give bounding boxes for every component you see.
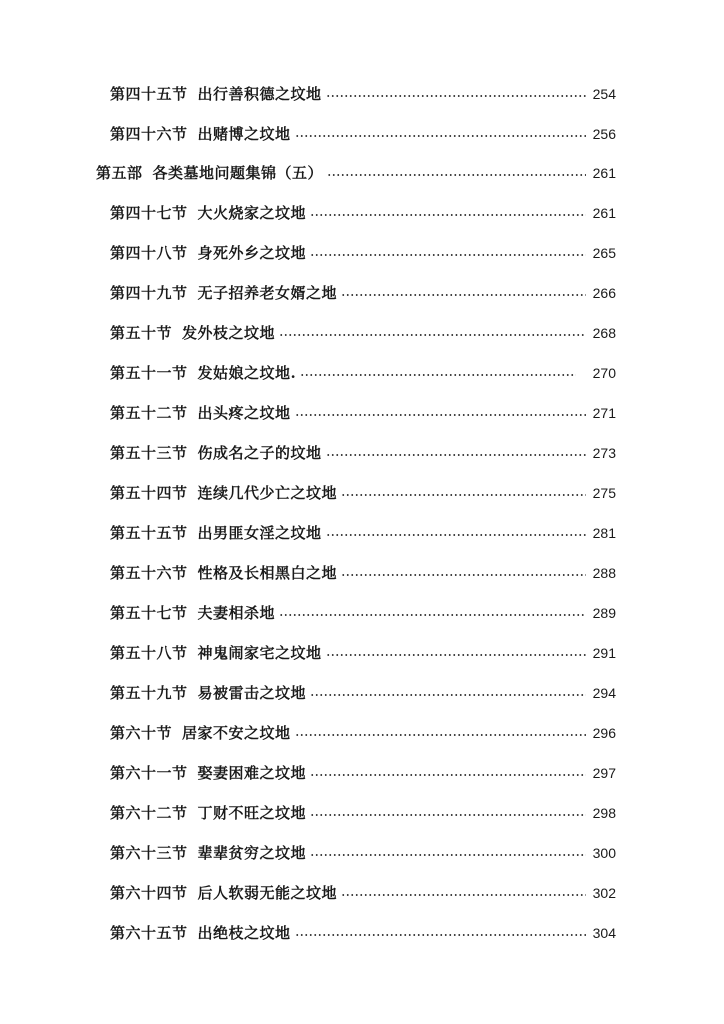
entry-title: 出行善积德之坟地 — [197, 85, 322, 103]
entry-number: 第四十六节 — [110, 125, 188, 143]
toc-entry — [110, 439, 616, 463]
toc-entry — [110, 839, 616, 863]
entry-page: 296 — [592, 725, 616, 741]
entry-page: 288 — [592, 565, 616, 581]
toc-part-heading — [96, 159, 616, 183]
entry-number: 第四十八节 — [110, 244, 188, 262]
toc-entry — [110, 559, 616, 583]
toc-entry — [110, 599, 616, 623]
dot-leader — [326, 93, 586, 99]
entry-title: 发姑娘之坟地. — [197, 364, 297, 382]
toc-entry — [110, 759, 616, 783]
entry-title: 出绝枝之坟地 — [197, 924, 291, 942]
part-number: 第五部 — [96, 164, 143, 182]
entry-page: 289 — [592, 605, 616, 621]
dot-leader — [295, 732, 586, 738]
dot-leader — [326, 532, 586, 538]
part-title: 各类墓地问题集锦（五） — [152, 164, 324, 182]
entry-page: 297 — [592, 765, 616, 781]
entry-title: 无子招养老女婿之地 — [197, 284, 338, 302]
entry-page: 256 — [592, 126, 616, 142]
entry-number: 第五十三节 — [110, 444, 188, 462]
entry-number: 第四十九节 — [110, 284, 188, 302]
entry-title: 身死外乡之坟地 — [197, 244, 307, 262]
toc-entry — [110, 639, 616, 663]
toc-entry — [110, 359, 616, 383]
entry-number: 第五十五节 — [110, 524, 188, 542]
dot-leader — [295, 412, 586, 418]
entry-number: 第四十五节 — [110, 85, 188, 103]
entry-page: 261 — [592, 165, 616, 181]
toc-entry — [110, 399, 616, 423]
entry-title: 娶妻困难之坟地 — [197, 764, 307, 782]
dot-leader — [295, 932, 586, 938]
entry-title: 出男匪女淫之坟地 — [197, 524, 322, 542]
entry-number: 第五十八节 — [110, 644, 188, 662]
entry-number: 第六十五节 — [110, 924, 188, 942]
dot-leader — [310, 212, 586, 218]
entry-title: 性格及长相黑白之地 — [197, 564, 338, 582]
toc-entry — [110, 120, 616, 144]
toc-entry — [110, 80, 616, 104]
entry-page: 281 — [592, 525, 616, 541]
entry-title: 发外枝之坟地 — [182, 324, 276, 342]
toc-entry — [110, 239, 616, 263]
entry-page: 266 — [592, 285, 616, 301]
entry-number: 第六十四节 — [110, 884, 188, 902]
entry-page: 298 — [592, 805, 616, 821]
toc-entry — [110, 199, 616, 223]
entry-page: 268 — [592, 325, 616, 341]
entry-title: 辈辈贫穷之坟地 — [197, 844, 307, 862]
dot-leader — [310, 692, 586, 698]
entry-title: 连续几代少亡之坟地 — [197, 484, 338, 502]
entry-number: 第六十一节 — [110, 764, 188, 782]
toc-entry — [110, 479, 616, 503]
entry-page: 294 — [592, 685, 616, 701]
toc-entry — [110, 919, 616, 943]
entry-page: 270 — [592, 365, 616, 381]
dot-leader — [310, 812, 586, 818]
entry-title: 夫妻相杀地 — [197, 604, 276, 622]
entry-title: 后人软弱无能之坟地 — [197, 884, 338, 902]
entry-title: 居家不安之坟地 — [182, 724, 291, 742]
dot-leader — [310, 252, 586, 258]
dot-leader — [326, 452, 586, 458]
toc-entry — [110, 319, 616, 343]
entry-title: 出赌博之坟地 — [197, 125, 291, 143]
dot-leader — [341, 492, 586, 498]
entry-number: 第六十三节 — [110, 844, 188, 862]
dot-leader — [341, 892, 586, 898]
entry-page: 275 — [592, 485, 616, 501]
entry-title: 伤成名之子的坟地 — [197, 444, 322, 462]
entry-number: 第五十二节 — [110, 404, 188, 422]
entry-title: 易被雷击之坟地 — [197, 684, 307, 702]
entry-page: 271 — [592, 405, 616, 421]
entry-number: 第五十九节 — [110, 684, 188, 702]
entry-page: 291 — [592, 645, 616, 661]
dot-leader — [310, 852, 586, 858]
entry-page: 300 — [592, 845, 616, 861]
dot-leader — [341, 292, 586, 298]
toc-entry — [110, 799, 616, 823]
entry-number: 第五十节 — [110, 324, 173, 342]
entry-page: 265 — [592, 245, 616, 261]
entry-title: 出头疼之坟地 — [197, 404, 291, 422]
dot-leader — [295, 133, 586, 139]
entry-page: 273 — [592, 445, 616, 461]
dot-leader — [327, 172, 586, 178]
dot-leader — [341, 572, 586, 578]
dot-leader — [326, 652, 586, 658]
toc-entry — [110, 519, 616, 543]
dot-leader — [300, 372, 576, 378]
entry-title: 丁财不旺之坟地 — [197, 804, 307, 822]
toc-entry — [110, 279, 616, 303]
entry-number: 第五十六节 — [110, 564, 188, 582]
toc-entry — [110, 719, 616, 743]
toc-entry — [110, 679, 616, 703]
entry-page: 304 — [592, 925, 616, 941]
entry-page: 261 — [592, 205, 616, 221]
entry-number: 第五十七节 — [110, 604, 188, 622]
entry-page: 254 — [592, 86, 616, 102]
entry-number: 第五十一节 — [110, 364, 188, 382]
entry-number: 第六十节 — [110, 724, 173, 742]
entry-number: 第六十二节 — [110, 804, 188, 822]
dot-leader — [310, 772, 586, 778]
entry-number: 第五十四节 — [110, 484, 188, 502]
dot-leader — [279, 612, 586, 618]
entry-page: 302 — [592, 885, 616, 901]
dot-leader — [279, 332, 586, 338]
toc-entry — [110, 879, 616, 903]
entry-title: 神鬼闹家宅之坟地 — [197, 644, 322, 662]
entry-title: 大火烧家之坟地 — [197, 204, 307, 222]
entry-number: 第四十七节 — [110, 204, 188, 222]
